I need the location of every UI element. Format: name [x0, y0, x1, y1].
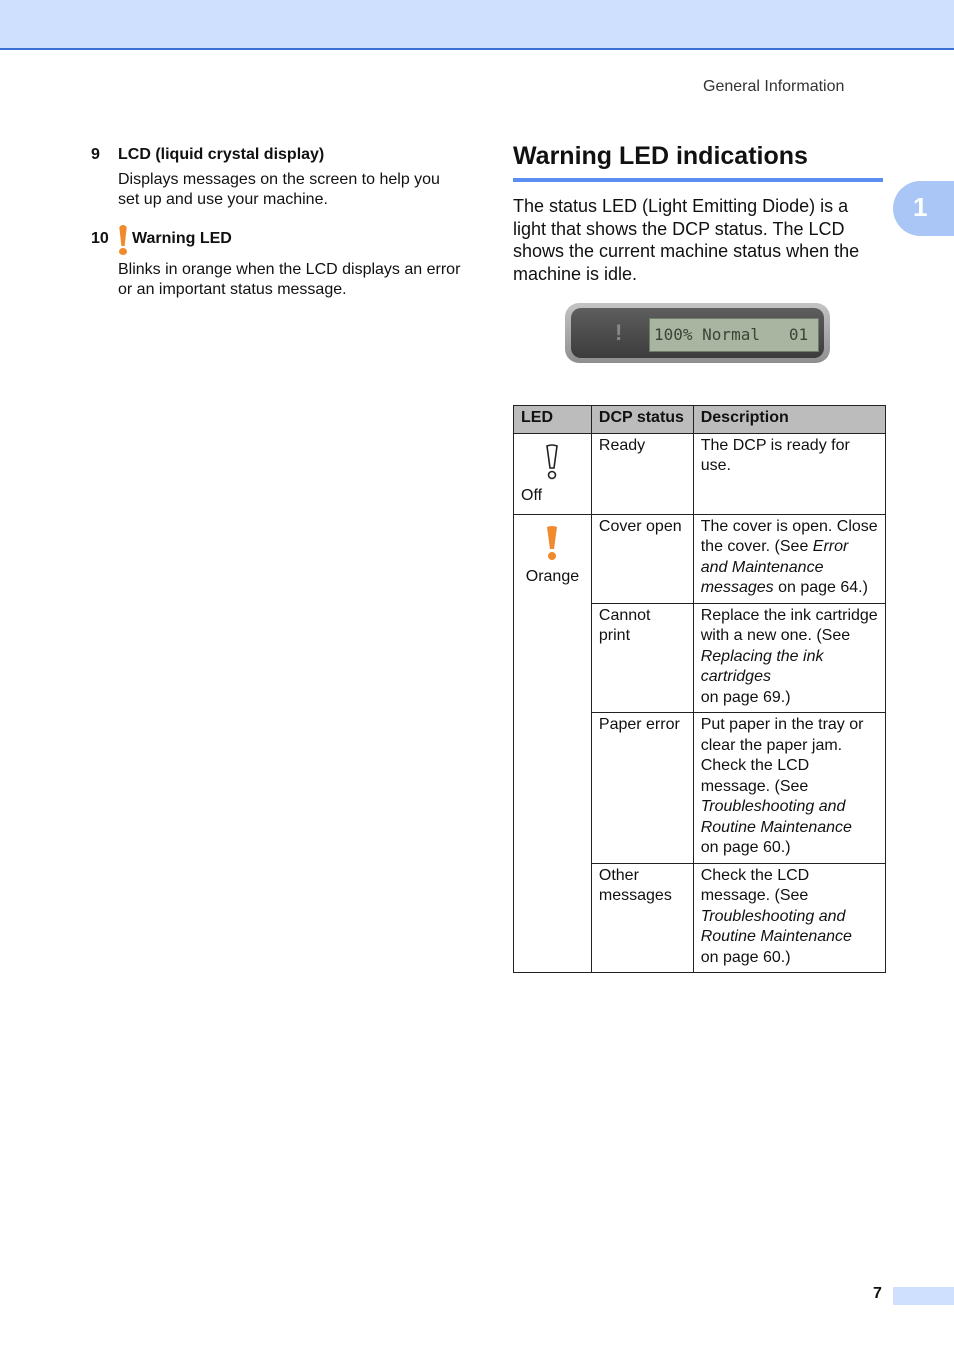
lcd-screen	[649, 318, 819, 352]
led-off-icon	[545, 444, 559, 480]
led-orange-icon	[545, 525, 559, 561]
led-label: Off	[521, 486, 543, 504]
intro-paragraph: The status LED (Light Emitting Diode) is a light that shows the DCP status. The LCD shows the current machine status when the machine is idle.	[513, 196, 860, 284]
item-description: Blinks in orange when the LCD displays an error or an important status message.	[118, 261, 461, 298]
cross-reference: Replacing the ink cartridges	[700, 647, 824, 685]
chapter-number: 1	[913, 192, 928, 222]
cross-reference: Troubleshooting and Routine Maintenance	[700, 798, 852, 836]
section-rule	[513, 178, 883, 182]
column-header-status: DCP status	[591, 406, 693, 434]
chapter-tab[interactable]	[893, 181, 954, 236]
cross-reference: Troubleshooting and Routine Maintenance	[700, 907, 852, 945]
led-label: Orange	[525, 567, 580, 585]
status-cell: Ready	[591, 433, 693, 514]
lcd-panel-illustration	[565, 303, 830, 363]
item-number: 9	[91, 146, 100, 163]
status-cell: Paper error	[591, 713, 693, 864]
cross-reference: Error and Maintenance messages	[700, 538, 849, 596]
warning-led-icon	[118, 225, 128, 255]
section-title: Warning LED indications	[513, 142, 808, 170]
column-header-led: LED	[514, 406, 592, 434]
item-description: Displays messages on the screen to help you set up and use your machine.	[118, 171, 440, 208]
item-number: 10	[91, 230, 109, 247]
table-row	[514, 514, 886, 603]
table-row	[514, 433, 886, 514]
description-cell: Check the LCD message. (See Troubleshooting and Routine Maintenance on page 60.)	[693, 863, 885, 973]
item-title: Warning LED	[132, 230, 232, 247]
description-cell: Replace the ink cartridge with a new one. (See Replacing the ink cartridges on page 69.)	[693, 603, 885, 713]
description-cell: The cover is open. Close the cover. (See Error and Maintenance messages on page 64.)	[693, 514, 885, 603]
status-cell: Other messages	[591, 863, 693, 973]
led-indications-table	[513, 405, 886, 973]
page-number: 7	[873, 1285, 882, 1302]
led-cell-off	[514, 433, 592, 514]
description-cell: Put paper in the tray or clear the paper jam. Check the LCD message. (See Troubleshooting and Routine Maintenance on page 60.)	[693, 713, 885, 864]
led-cell-orange	[514, 514, 592, 973]
table-header-row	[514, 406, 886, 434]
column-header-description: Description	[693, 406, 885, 434]
lcd-text: 100% Normal 01	[654, 325, 809, 344]
status-cell: Cover open	[591, 514, 693, 603]
description-cell: The DCP is ready for use.	[693, 433, 885, 514]
top-header-band	[0, 0, 954, 50]
footer-band	[893, 1287, 954, 1305]
running-header: General Information	[703, 78, 845, 95]
item-title: LCD (liquid crystal display)	[118, 146, 325, 163]
warning-led-off-icon: !	[615, 320, 623, 345]
status-cell: Cannot print	[591, 603, 693, 713]
